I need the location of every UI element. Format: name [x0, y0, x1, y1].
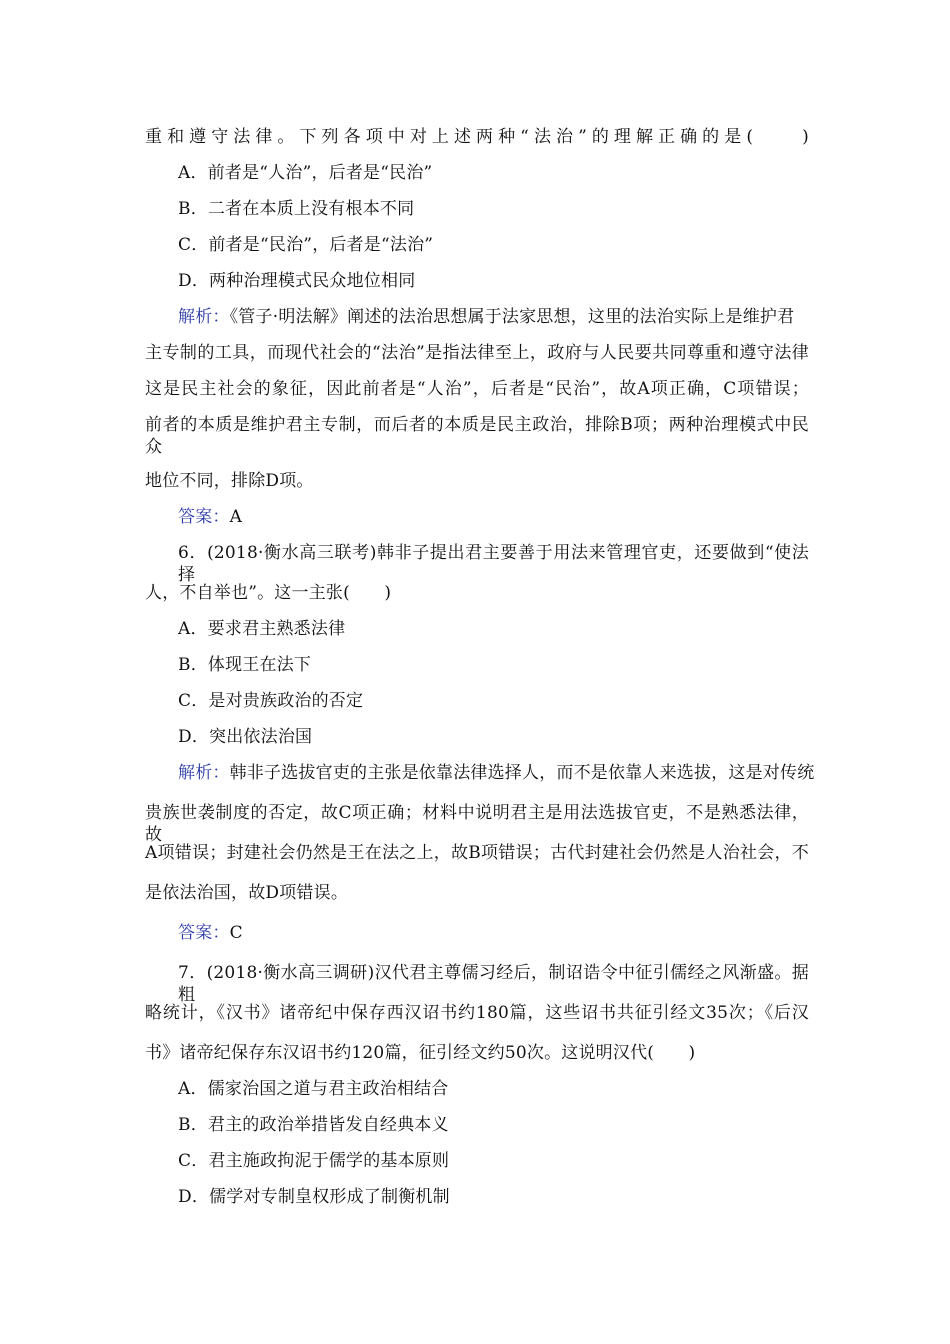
q6-option-c: C．是对贵族政治的否定: [178, 691, 364, 711]
q5-answer-value: A: [229, 507, 243, 527]
q7-option-d: D．儒学对专制皇权形成了制衡机制: [178, 1187, 450, 1207]
q5-option-d: D．两种治理模式民众地位相同: [178, 271, 416, 291]
q5-answer-label: 答案：: [178, 507, 230, 527]
q6-answer: [178, 922, 842, 944]
q5-analysis-label: 解析：: [178, 307, 230, 327]
q5-analysis-line-1: 《管子·明法解》阐述的法治思想属于法家思想，这里的法治实际上是维护君: [229, 307, 795, 327]
q6-analysis-label: 解析：: [178, 763, 230, 783]
q7-option-a: A．儒家治国之道与君主政治相结合: [178, 1079, 449, 1099]
q7-option-c: C．君主施政拘泥于儒学的基本原则: [178, 1151, 450, 1171]
q6-answer-value: C: [229, 923, 243, 943]
q5-analysis-line-4: 前者的本质是维护君主专制，而后者的本质是民主政治，排除B项；两种治理模式中民众: [145, 415, 809, 457]
q6-analysis-line-3: A项错误；封建社会仍然是王在法之上，故B项错误；古代封建社会仍然是人治社会，不: [145, 843, 809, 863]
q6-analysis-line-4: 是依法治国，故D项错误。: [145, 883, 349, 903]
q6-option-a: A．要求君主熟悉法律: [178, 619, 346, 639]
q6-option-b: B．体现王在法下: [178, 655, 312, 675]
q6-analysis-line-2: 贵族世袭制度的否定，故C项正确；材料中说明君主是用法选拔官吏，不是熟悉法律，故: [145, 803, 809, 845]
q7-option-b: B．君主的政治举措皆发自经典本义: [178, 1115, 449, 1135]
q5-analysis-line-2: 主专制的工具，而现代社会的“法治”是指法律至上，政府与人民要共同尊重和遵守法律: [145, 343, 809, 363]
q5-option-c: C．前者是“民治”，后者是“法治”: [178, 235, 434, 255]
q6-analysis-line-1: 韩非子选拔官吏的主张是依靠法律选择人，而不是依靠人来选拔，这是对传统: [229, 763, 815, 783]
q5-analysis-line-3: 这是民主社会的象征，因此前者是“人治”，后者是“民治”，故A项正确，C项错误；: [145, 379, 809, 399]
q7-stem-line-1: 7．(2018·衡水高三调研)汉代君主尊儒习经后，制诏诰令中征引儒经之风渐盛。据粗: [178, 963, 809, 1005]
q6-option-d: D．突出依法治国: [178, 727, 313, 747]
q5-option-a: A．前者是“人治”，后者是“民治”: [178, 163, 433, 183]
q5-analysis-line-5: 地位不同，排除D项。: [145, 471, 314, 491]
q6-analysis-first-line: [178, 762, 815, 784]
q6-stem-line-1: 6．(2018·衡水高三联考)韩非子提出君主要善于用法来管理官吏，还要做到“使法择: [178, 543, 809, 585]
q7-stem-line-2: 略统计，《汉书》诸帝纪中保存西汉诏书约180篇，这些诏书共征引经文35次；《后汉: [145, 1003, 809, 1023]
q5-option-b: B．二者在本质上没有根本不同: [178, 199, 415, 219]
q6-answer-label: 答案：: [178, 923, 230, 943]
q5-analysis-first-line: [178, 306, 809, 328]
q7-stem-line-3: 书》诸帝纪保存东汉诏书约120篇，征引经文约50次。这说明汉代( ): [145, 1043, 696, 1063]
q5-answer: [178, 506, 842, 528]
q6-stem-line-2: 人，不自举也”。这一主张( ): [145, 583, 392, 603]
q5-stem-tail: 重和遵守法律。下列各项中对上述两种“法治”的理解正确的是( ): [145, 127, 809, 147]
